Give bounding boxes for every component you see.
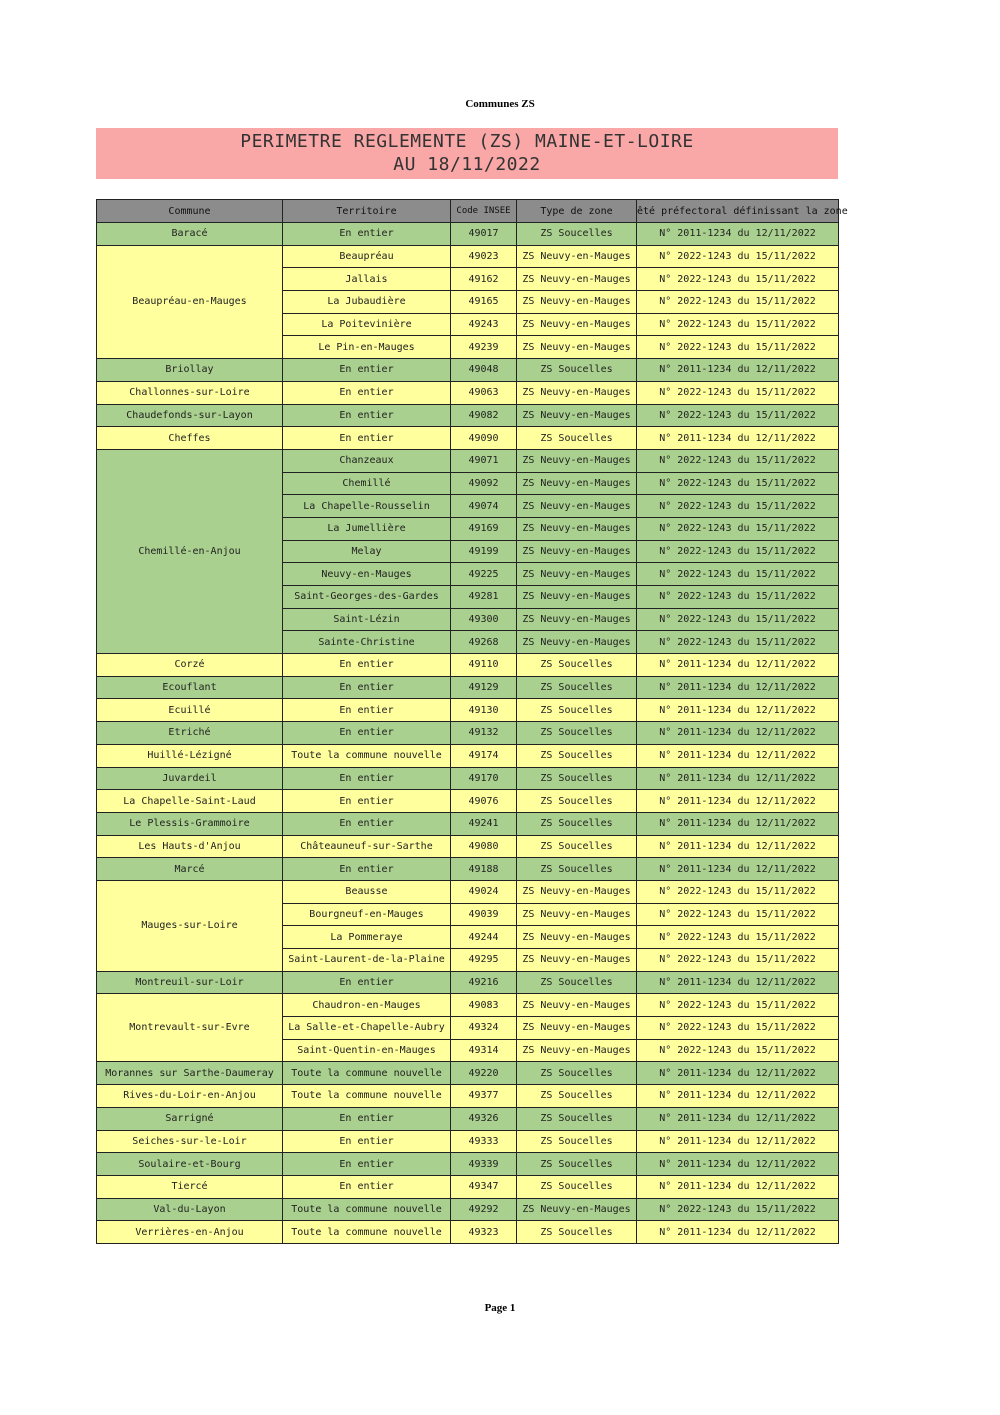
cell-type-zone: ZS Neuvy-en-Mauges — [517, 1039, 637, 1062]
table-row — [97, 404, 839, 427]
cell-territoire: Châteauneuf-sur-Sarthe — [283, 835, 451, 858]
cell-territoire: En entier — [283, 971, 451, 994]
cell-commune: Etriché — [97, 722, 283, 745]
cell-territoire: La Pommeraye — [283, 926, 451, 949]
cell-territoire: Bourgneuf-en-Mauges — [283, 903, 451, 926]
cell-arrete: N° 2011-1234 du 12/11/2022 — [637, 223, 839, 246]
cell-code-insee: 49090 — [451, 427, 517, 450]
cell-arrete: N° 2022-1243 du 15/11/2022 — [637, 336, 839, 359]
cell-arrete: N° 2022-1243 du 15/11/2022 — [637, 949, 839, 972]
table-row — [97, 835, 839, 858]
cell-territoire: La Jubaudière — [283, 291, 451, 314]
cell-commune: Chemillé-en-Anjou — [97, 449, 283, 653]
table-row — [97, 1221, 839, 1244]
cell-code-insee: 49326 — [451, 1107, 517, 1130]
cell-commune: Marcé — [97, 858, 283, 881]
cell-commune: Cheffes — [97, 427, 283, 450]
cell-code-insee: 49048 — [451, 359, 517, 382]
cell-commune: Rives-du-Loir-en-Anjou — [97, 1085, 283, 1108]
cell-territoire: En entier — [283, 223, 451, 246]
cell-code-insee: 49169 — [451, 517, 517, 540]
cell-territoire: En entier — [283, 654, 451, 677]
cell-territoire: Saint-Lézin — [283, 608, 451, 631]
cell-arrete: N° 2022-1243 du 15/11/2022 — [637, 1017, 839, 1040]
cell-type-zone: ZS Soucelles — [517, 1221, 637, 1244]
table-row — [97, 676, 839, 699]
cell-territoire: La Salle-et-Chapelle-Aubry — [283, 1017, 451, 1040]
cell-commune: Seiches-sur-le-Loir — [97, 1130, 283, 1153]
cell-territoire: En entier — [283, 381, 451, 404]
cell-code-insee: 49017 — [451, 223, 517, 246]
cell-commune: Sarrigné — [97, 1107, 283, 1130]
column-header-commune: Commune — [97, 200, 283, 223]
cell-type-zone: ZS Neuvy-en-Mauges — [517, 608, 637, 631]
cell-code-insee: 49129 — [451, 676, 517, 699]
table-row — [97, 722, 839, 745]
cell-type-zone: ZS Soucelles — [517, 676, 637, 699]
cell-code-insee: 49241 — [451, 812, 517, 835]
cell-code-insee: 49076 — [451, 790, 517, 813]
cell-code-insee: 49268 — [451, 631, 517, 654]
table-row — [97, 427, 839, 450]
cell-commune: Verrières-en-Anjou — [97, 1221, 283, 1244]
cell-code-insee: 49243 — [451, 313, 517, 336]
cell-territoire: En entier — [283, 404, 451, 427]
cell-type-zone: ZS Soucelles — [517, 1130, 637, 1153]
cell-territoire: Chaudron-en-Mauges — [283, 994, 451, 1017]
cell-code-insee: 49165 — [451, 291, 517, 314]
cell-type-zone: ZS Neuvy-en-Mauges — [517, 472, 637, 495]
cell-code-insee: 49170 — [451, 767, 517, 790]
cell-arrete: N° 2011-1234 du 12/11/2022 — [637, 699, 839, 722]
cell-code-insee: 49092 — [451, 472, 517, 495]
cell-code-insee: 49314 — [451, 1039, 517, 1062]
cell-type-zone: ZS Neuvy-en-Mauges — [517, 926, 637, 949]
cell-commune: Val-du-Layon — [97, 1198, 283, 1221]
cell-type-zone: ZS Neuvy-en-Mauges — [517, 336, 637, 359]
cell-territoire: Toute la commune nouvelle — [283, 1085, 451, 1108]
cell-arrete: N° 2022-1243 du 15/11/2022 — [637, 517, 839, 540]
cell-type-zone: ZS Neuvy-en-Mauges — [517, 313, 637, 336]
cell-code-insee: 49071 — [451, 449, 517, 472]
cell-type-zone: ZS Neuvy-en-Mauges — [517, 949, 637, 972]
cell-code-insee: 49174 — [451, 744, 517, 767]
table-row — [97, 767, 839, 790]
cell-commune: Baracé — [97, 223, 283, 246]
cell-type-zone: ZS Neuvy-en-Mauges — [517, 563, 637, 586]
page-header: Communes ZS — [465, 98, 535, 110]
table-row — [97, 245, 839, 268]
cell-type-zone: ZS Neuvy-en-Mauges — [517, 1198, 637, 1221]
cell-arrete: N° 2011-1234 du 12/11/2022 — [637, 1153, 839, 1176]
cell-arrete: N° 2022-1243 du 15/11/2022 — [637, 472, 839, 495]
table-row — [97, 359, 839, 382]
table-body — [97, 223, 839, 1244]
column-header-type-zone: Type de zone — [517, 200, 637, 223]
cell-territoire: Saint-Quentin-en-Mauges — [283, 1039, 451, 1062]
cell-territoire: En entier — [283, 790, 451, 813]
cell-arrete: N° 2022-1243 du 15/11/2022 — [637, 449, 839, 472]
cell-code-insee: 49333 — [451, 1130, 517, 1153]
cell-territoire: Melay — [283, 540, 451, 563]
cell-arrete: N° 2022-1243 du 15/11/2022 — [637, 903, 839, 926]
cell-arrete: N° 2022-1243 du 15/11/2022 — [637, 1039, 839, 1062]
table-row — [97, 812, 839, 835]
cell-territoire: Toute la commune nouvelle — [283, 1221, 451, 1244]
table-header-row — [97, 200, 839, 223]
cell-territoire: Chemillé — [283, 472, 451, 495]
cell-arrete: N° 2022-1243 du 15/11/2022 — [637, 563, 839, 586]
cell-arrete: N° 2011-1234 du 12/11/2022 — [637, 676, 839, 699]
cell-code-insee: 49292 — [451, 1198, 517, 1221]
cell-arrete: N° 2011-1234 du 12/11/2022 — [637, 790, 839, 813]
cell-territoire: En entier — [283, 427, 451, 450]
cell-territoire: En entier — [283, 1130, 451, 1153]
cell-type-zone: ZS Soucelles — [517, 427, 637, 450]
cell-type-zone: ZS Soucelles — [517, 1153, 637, 1176]
cell-arrete: N° 2011-1234 du 12/11/2022 — [637, 1107, 839, 1130]
cell-arrete: N° 2011-1234 du 12/11/2022 — [637, 1062, 839, 1085]
cell-code-insee: 49347 — [451, 1175, 517, 1198]
cell-type-zone: ZS Soucelles — [517, 812, 637, 835]
cell-code-insee: 49239 — [451, 336, 517, 359]
cell-arrete: N° 2011-1234 du 12/11/2022 — [637, 1085, 839, 1108]
cell-code-insee: 49188 — [451, 858, 517, 881]
cell-commune: Le Plessis-Grammoire — [97, 812, 283, 835]
cell-territoire: En entier — [283, 1153, 451, 1176]
cell-territoire: La Poitevinière — [283, 313, 451, 336]
cell-type-zone: ZS Soucelles — [517, 722, 637, 745]
document-title-box — [96, 128, 838, 179]
cell-arrete: N° 2011-1234 du 12/11/2022 — [637, 654, 839, 677]
document-title-line-2: AU 18/11/2022 — [393, 154, 541, 175]
cell-territoire: Chanzeaux — [283, 449, 451, 472]
table-row — [97, 1062, 839, 1085]
cell-arrete: N° 2022-1243 du 15/11/2022 — [637, 268, 839, 291]
cell-commune: Tiercé — [97, 1175, 283, 1198]
cell-commune: Montreuil-sur-Loir — [97, 971, 283, 994]
cell-arrete: N° 2011-1234 du 12/11/2022 — [637, 1130, 839, 1153]
cell-type-zone: ZS Neuvy-en-Mauges — [517, 880, 637, 903]
table-row — [97, 1107, 839, 1130]
cell-type-zone: ZS Soucelles — [517, 1062, 637, 1085]
cell-commune: Ecuillé — [97, 699, 283, 722]
table-row — [97, 1130, 839, 1153]
cell-code-insee: 49039 — [451, 903, 517, 926]
cell-arrete: N° 2022-1243 du 15/11/2022 — [637, 586, 839, 609]
table-row — [97, 223, 839, 246]
cell-type-zone: ZS Neuvy-en-Mauges — [517, 495, 637, 518]
cell-arrete: N° 2022-1243 du 15/11/2022 — [637, 926, 839, 949]
cell-territoire: Beausse — [283, 880, 451, 903]
cell-code-insee: 49244 — [451, 926, 517, 949]
cell-type-zone: ZS Soucelles — [517, 223, 637, 246]
cell-arrete: N° 2022-1243 du 15/11/2022 — [637, 495, 839, 518]
cell-territoire: Toute la commune nouvelle — [283, 1062, 451, 1085]
cell-code-insee: 49220 — [451, 1062, 517, 1085]
cell-commune: Montrevault-sur-Evre — [97, 994, 283, 1062]
cell-code-insee: 49377 — [451, 1085, 517, 1108]
cell-commune: Chaudefonds-sur-Layon — [97, 404, 283, 427]
cell-commune: Ecouflant — [97, 676, 283, 699]
column-header-code-insee: Code INSEE — [451, 200, 517, 223]
table-row — [97, 744, 839, 767]
cell-territoire: La Chapelle-Rousselin — [283, 495, 451, 518]
cell-code-insee: 49023 — [451, 245, 517, 268]
table-row — [97, 699, 839, 722]
cell-territoire: Jallais — [283, 268, 451, 291]
cell-territoire: En entier — [283, 699, 451, 722]
cell-code-insee: 49132 — [451, 722, 517, 745]
cell-type-zone: ZS Neuvy-en-Mauges — [517, 268, 637, 291]
cell-type-zone: ZS Neuvy-en-Mauges — [517, 449, 637, 472]
cell-code-insee: 49080 — [451, 835, 517, 858]
cell-arrete: N° 2011-1234 du 12/11/2022 — [637, 359, 839, 382]
cell-territoire: En entier — [283, 722, 451, 745]
cell-territoire: Toute la commune nouvelle — [283, 1198, 451, 1221]
table-row — [97, 449, 839, 472]
cell-code-insee: 49082 — [451, 404, 517, 427]
cell-code-insee: 49295 — [451, 949, 517, 972]
cell-arrete: N° 2011-1234 du 12/11/2022 — [637, 767, 839, 790]
cell-type-zone: ZS Soucelles — [517, 654, 637, 677]
cell-code-insee: 49281 — [451, 586, 517, 609]
cell-territoire: Le Pin-en-Mauges — [283, 336, 451, 359]
cell-territoire: En entier — [283, 1107, 451, 1130]
cell-arrete: N° 2011-1234 du 12/11/2022 — [637, 1175, 839, 1198]
table-row — [97, 381, 839, 404]
cell-arrete: N° 2011-1234 du 12/11/2022 — [637, 744, 839, 767]
cell-code-insee: 49216 — [451, 971, 517, 994]
cell-type-zone: ZS Soucelles — [517, 1107, 637, 1130]
cell-commune: Mauges-sur-Loire — [97, 880, 283, 971]
cell-arrete: N° 2022-1243 du 15/11/2022 — [637, 245, 839, 268]
cell-type-zone: ZS Neuvy-en-Mauges — [517, 1017, 637, 1040]
cell-type-zone: ZS Neuvy-en-Mauges — [517, 631, 637, 654]
cell-code-insee: 49323 — [451, 1221, 517, 1244]
cell-commune: Briollay — [97, 359, 283, 382]
cell-territoire: En entier — [283, 767, 451, 790]
cell-commune: Morannes sur Sarthe-Daumeray — [97, 1062, 283, 1085]
cell-type-zone: ZS Neuvy-en-Mauges — [517, 245, 637, 268]
cell-arrete: N° 2011-1234 du 12/11/2022 — [637, 1221, 839, 1244]
cell-territoire: Saint-Laurent-de-la-Plaine — [283, 949, 451, 972]
cell-commune: Juvardeil — [97, 767, 283, 790]
cell-arrete: N° 2011-1234 du 12/11/2022 — [637, 812, 839, 835]
cell-type-zone: ZS Neuvy-en-Mauges — [517, 291, 637, 314]
cell-code-insee: 49130 — [451, 699, 517, 722]
table-row — [97, 654, 839, 677]
cell-arrete: N° 2022-1243 du 15/11/2022 — [637, 313, 839, 336]
cell-commune: La Chapelle-Saint-Laud — [97, 790, 283, 813]
cell-code-insee: 49339 — [451, 1153, 517, 1176]
cell-territoire: En entier — [283, 812, 451, 835]
cell-type-zone: ZS Soucelles — [517, 699, 637, 722]
cell-code-insee: 49063 — [451, 381, 517, 404]
table-row — [97, 1198, 839, 1221]
cell-commune: Huillé-Lézigné — [97, 744, 283, 767]
cell-territoire: Beaupréau — [283, 245, 451, 268]
cell-arrete: N° 2022-1243 du 15/11/2022 — [637, 404, 839, 427]
column-header-territoire: Territoire — [283, 200, 451, 223]
cell-arrete: N° 2022-1243 du 15/11/2022 — [637, 381, 839, 404]
table-row — [97, 880, 839, 903]
communes-table — [96, 199, 848, 1244]
cell-type-zone: ZS Neuvy-en-Mauges — [517, 381, 637, 404]
cell-type-zone: ZS Soucelles — [517, 1085, 637, 1108]
cell-territoire: En entier — [283, 676, 451, 699]
cell-arrete: N° 2022-1243 du 15/11/2022 — [637, 291, 839, 314]
table-row — [97, 1153, 839, 1176]
cell-arrete: N° 2022-1243 du 15/11/2022 — [637, 608, 839, 631]
cell-commune: Soulaire-et-Bourg — [97, 1153, 283, 1176]
cell-arrete: N° 2022-1243 du 15/11/2022 — [637, 994, 839, 1017]
page-footer: Page 1 — [484, 1302, 516, 1314]
cell-territoire: En entier — [283, 359, 451, 382]
cell-type-zone: ZS Soucelles — [517, 790, 637, 813]
table-row — [97, 858, 839, 881]
table-row — [97, 790, 839, 813]
table-row — [97, 1175, 839, 1198]
cell-arrete: N° 2022-1243 du 15/11/2022 — [637, 631, 839, 654]
cell-territoire: Neuvy-en-Mauges — [283, 563, 451, 586]
cell-territoire: La Jumellière — [283, 517, 451, 540]
cell-type-zone: ZS Neuvy-en-Mauges — [517, 994, 637, 1017]
cell-territoire: Sainte-Christine — [283, 631, 451, 654]
cell-type-zone: ZS Soucelles — [517, 744, 637, 767]
cell-type-zone: ZS Neuvy-en-Mauges — [517, 586, 637, 609]
cell-arrete: N° 2022-1243 du 15/11/2022 — [637, 540, 839, 563]
cell-territoire: En entier — [283, 858, 451, 881]
cell-code-insee: 49199 — [451, 540, 517, 563]
cell-arrete: N° 2011-1234 du 12/11/2022 — [637, 858, 839, 881]
column-header-arrete: êté préfectoral définissant la zone — [637, 200, 839, 223]
cell-territoire: Saint-Georges-des-Gardes — [283, 586, 451, 609]
cell-commune: Les Hauts-d'Anjou — [97, 835, 283, 858]
cell-type-zone: ZS Soucelles — [517, 858, 637, 881]
cell-code-insee: 49225 — [451, 563, 517, 586]
cell-code-insee: 49162 — [451, 268, 517, 291]
cell-type-zone: ZS Soucelles — [517, 835, 637, 858]
cell-arrete: N° 2011-1234 du 12/11/2022 — [637, 971, 839, 994]
cell-type-zone: ZS Neuvy-en-Mauges — [517, 540, 637, 563]
cell-type-zone: ZS Neuvy-en-Mauges — [517, 903, 637, 926]
cell-arrete: N° 2022-1243 du 15/11/2022 — [637, 880, 839, 903]
cell-arrete: N° 2011-1234 du 12/11/2022 — [637, 835, 839, 858]
table-row — [97, 971, 839, 994]
cell-commune: Challonnes-sur-Loire — [97, 381, 283, 404]
cell-code-insee: 49110 — [451, 654, 517, 677]
cell-arrete: N° 2011-1234 du 12/11/2022 — [637, 427, 839, 450]
cell-territoire: Toute la commune nouvelle — [283, 744, 451, 767]
cell-code-insee: 49324 — [451, 1017, 517, 1040]
cell-arrete: N° 2022-1243 du 15/11/2022 — [637, 1198, 839, 1221]
document-title-line-1: PERIMETRE REGLEMENTE (ZS) MAINE-ET-LOIRE — [240, 131, 694, 152]
cell-code-insee: 49083 — [451, 994, 517, 1017]
table-row — [97, 994, 839, 1017]
cell-type-zone: ZS Neuvy-en-Mauges — [517, 517, 637, 540]
cell-territoire: En entier — [283, 1175, 451, 1198]
cell-type-zone: ZS Soucelles — [517, 971, 637, 994]
cell-code-insee: 49024 — [451, 880, 517, 903]
cell-arrete: N° 2011-1234 du 12/11/2022 — [637, 722, 839, 745]
cell-commune: Beaupréau-en-Mauges — [97, 245, 283, 358]
cell-type-zone: ZS Soucelles — [517, 359, 637, 382]
cell-type-zone: ZS Soucelles — [517, 1175, 637, 1198]
table-row — [97, 1085, 839, 1108]
cell-code-insee: 49300 — [451, 608, 517, 631]
cell-code-insee: 49074 — [451, 495, 517, 518]
cell-type-zone: ZS Soucelles — [517, 767, 637, 790]
cell-commune: Corzé — [97, 654, 283, 677]
cell-type-zone: ZS Neuvy-en-Mauges — [517, 404, 637, 427]
